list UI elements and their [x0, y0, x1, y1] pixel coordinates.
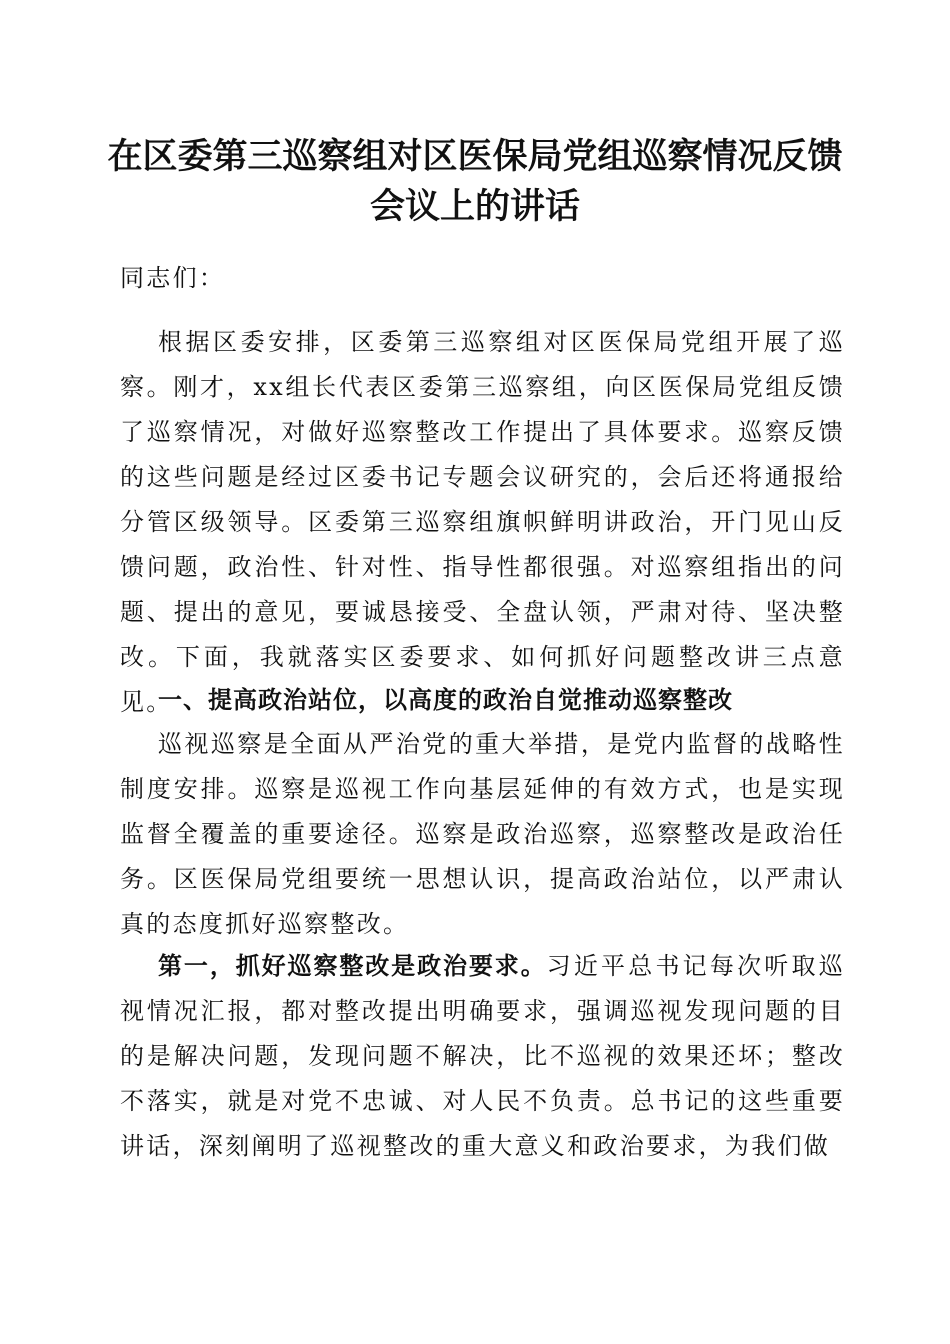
section-heading-1: 一、提高政治站位，以高度的政治自觉推动巡察整改 [158, 686, 733, 714]
point-1-lead: 第一，抓好巡察整改是政治要求。 [158, 952, 547, 980]
document-title: 在区委第三巡察组对区医保局党组巡察情况反馈会议上的讲话 [107, 136, 843, 227]
point-1-body: 习近平总书记每次听取巡视情况汇报，都对整改提出明确要求，强调巡视发现问题的目的是解决问题，发现问题不解决，比不巡视的效果还坏；整改不落实，就是对党不忠诚、对人民不负责。总书记的这些重要讲话，深刻阐明了巡视整改的重大意义和政治要求，为我们做 [120, 952, 845, 1160]
section-1-body: 巡视巡察是全面从严治党的重大举措，是党内监督的战略性制度安排。巡察是巡视工作向基层延伸的有效方式，也是实现监督全覆盖的重要途径。巡察是政治巡察，巡察整改是政治任务。区医保局党组要统一思想认识，提高政治站位，以严肃认真的态度抓好巡察整改。 [120, 730, 845, 938]
point-1-paragraph [120, 944, 845, 1169]
paragraph-intro: 根据区委安排，区委第三巡察组对区医保局党组开展了巡察。刚才，xx组长代表区委第三巡察组，向区医保局党组反馈了巡察情况，对做好巡察整改工作提出了具体要求。巡察反馈的这些问题是经过区委书记专题会议研究的，会后还将通报给分管区级领导。区委第三巡察组旗帜鲜明讲政治，开门见山反馈问题，政治性、针对性、指导性都很强。对巡察组指出的问题、提出的意见，要诚恳接受、全盘认领，严肃对待、坚决整改。下面，我就落实区委要求、如何抓好问题整改讲三点意见。 [120, 328, 845, 716]
salutation: 同志们： [120, 264, 226, 292]
